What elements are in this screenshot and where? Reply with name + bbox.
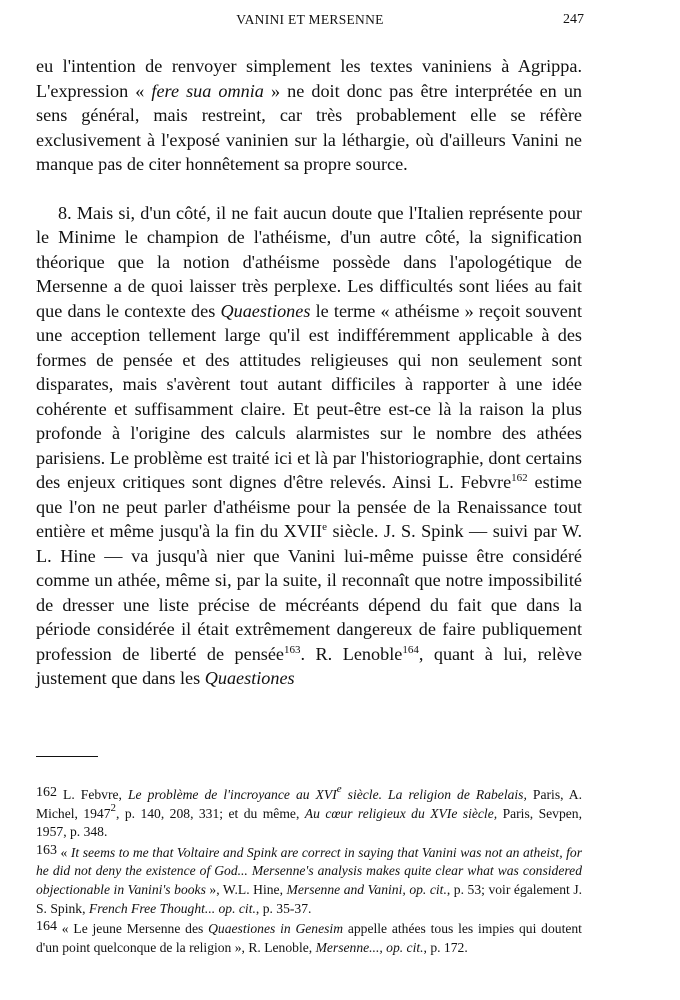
running-header	[36, 10, 584, 32]
text-run: Paris, A. Michel, 1947	[36, 787, 583, 821]
text-run: Paris, Sevpen, 1957, p. 348.	[36, 805, 582, 840]
book-title: Mersenne and Vanini, op. cit.	[286, 881, 447, 897]
book-title: French Free Thought... op. cit.	[88, 900, 256, 916]
footnote-164	[36, 918, 582, 957]
century-superscript: e	[322, 521, 327, 533]
text-run: « Le jeune Mersenne des	[61, 921, 204, 937]
book-title: siècle. La religion de Rabelais,	[347, 787, 527, 802]
text-run: », W.L. Hine,	[209, 881, 283, 897]
footnote-number: 162	[36, 785, 57, 800]
text-run: , p. 35-37.	[255, 900, 312, 916]
latin-phrase: fere sua omnia	[151, 80, 264, 101]
book-title: Au cœur religieux du XVIe siècle,	[304, 805, 498, 821]
footnote-ref-162: 162	[511, 472, 528, 484]
quotation: It seems to me that Voltaire and Spink are correct in saying that Vanini was not an atheist, for he did not deny the existence of God... Mersenne's analysis makes quite clear what was considered objectionable in Vanini's books	[36, 844, 582, 897]
text-run: eu l'intention de renvoyer simplement les textes vaniniens à Agrippa. L'expression «	[36, 56, 582, 101]
book-title: Le problème de l'incroyance au XVI	[127, 787, 337, 802]
text-run: . R. Lenoble	[300, 643, 403, 664]
text-run: , p. 172.	[423, 939, 468, 955]
text-run: «	[60, 844, 68, 860]
text-run: , p. 140, 208, 331; et du même,	[116, 805, 300, 821]
main-text	[36, 54, 582, 691]
text-run: siècle. J. S. Spink — suivi par W. L. Hine — va jusqu'à nier que Vanini lui-même puisse être considéré comme un athée, même si, par la suite, il reconnaît que notre impossibilité de dresser une liste précise de mécréants dépend du fait que dans la période considérée il était extrêmement dangereux de faire publiquement profession de liberté de pensée	[36, 521, 583, 664]
footnote-separator	[36, 756, 98, 757]
text-run: , quant à lui, relève justement que dans les	[36, 643, 582, 688]
footnote-ref-164: 164	[402, 643, 419, 656]
footnote-ref-163: 163	[284, 643, 301, 656]
text-run: » ne doit donc pas être interprétée en un sens général, mais restreint, car très probablement elle se réfère exclusivement à l'exposé vaninien sur la léthargie, où d'ailleurs Vanini ne manque pas de citer honnêtement sa propre source.	[36, 80, 583, 174]
footnote-number: 163	[36, 842, 57, 858]
paragraph-8	[36, 201, 582, 691]
book-title: Quaestiones	[204, 668, 295, 688]
century-superscript: e	[336, 783, 342, 795]
edition-superscript: 2	[110, 801, 117, 814]
text-run: , p. 53; voir également J. S. Spink,	[36, 881, 583, 916]
footnote-number: 164	[36, 919, 57, 935]
book-title: Quaestiones	[220, 300, 311, 321]
text-run: 8. Mais si, d'un côté, il ne fait aucun doute que l'Italien représente pour le Minime le champion de l'athéisme, d'un autre côté, la signification théorique que la notion d'athéisme possède dans l'apologétique de Mersenne a de quoi laisser très perplexe. Les difficultés sont liées au fait que dans le contexte des	[36, 202, 582, 321]
page-number: 247	[563, 12, 584, 27]
footnotes	[36, 784, 582, 957]
text-run: appelle athées tous les impies qui doutent d'un point quelconque de la religion », R. Lenoble,	[36, 921, 582, 955]
book-title: Quaestiones in Genesim	[208, 921, 344, 937]
footnote-162	[36, 784, 582, 842]
paragraph-continuation	[36, 54, 582, 177]
running-title: VANINI ET MERSENNE	[236, 12, 384, 27]
text-run: estime que l'on ne peut parler d'athéisme pour la pensée de la Renaissance tout entière et même jusqu'à la fin du XVII	[36, 472, 582, 541]
text-run: le terme « athéisme » reçoit souvent une acception tellement large qu'il est indifféremment applicable à des formes de pensée et des attitudes religieuses qui non seulement sont disparates, mais s'avèrent tout autant difficiles à rapporter à une idée cohérente et suffisamment claire. Et peut-être est-ce là la raison la plus profonde à l'origine des calculs alarmistes sur le nombre des athées parisiens. Le problème est traité ici et là par l'historiographie, dont certains des enjeux critiques sont dignes d'être relevés. Ainsi L. Febvre	[36, 300, 583, 492]
footnote-163	[36, 842, 582, 918]
book-title: Mersenne..., op. cit.	[315, 939, 424, 955]
text-run: L. Febvre,	[63, 787, 122, 802]
